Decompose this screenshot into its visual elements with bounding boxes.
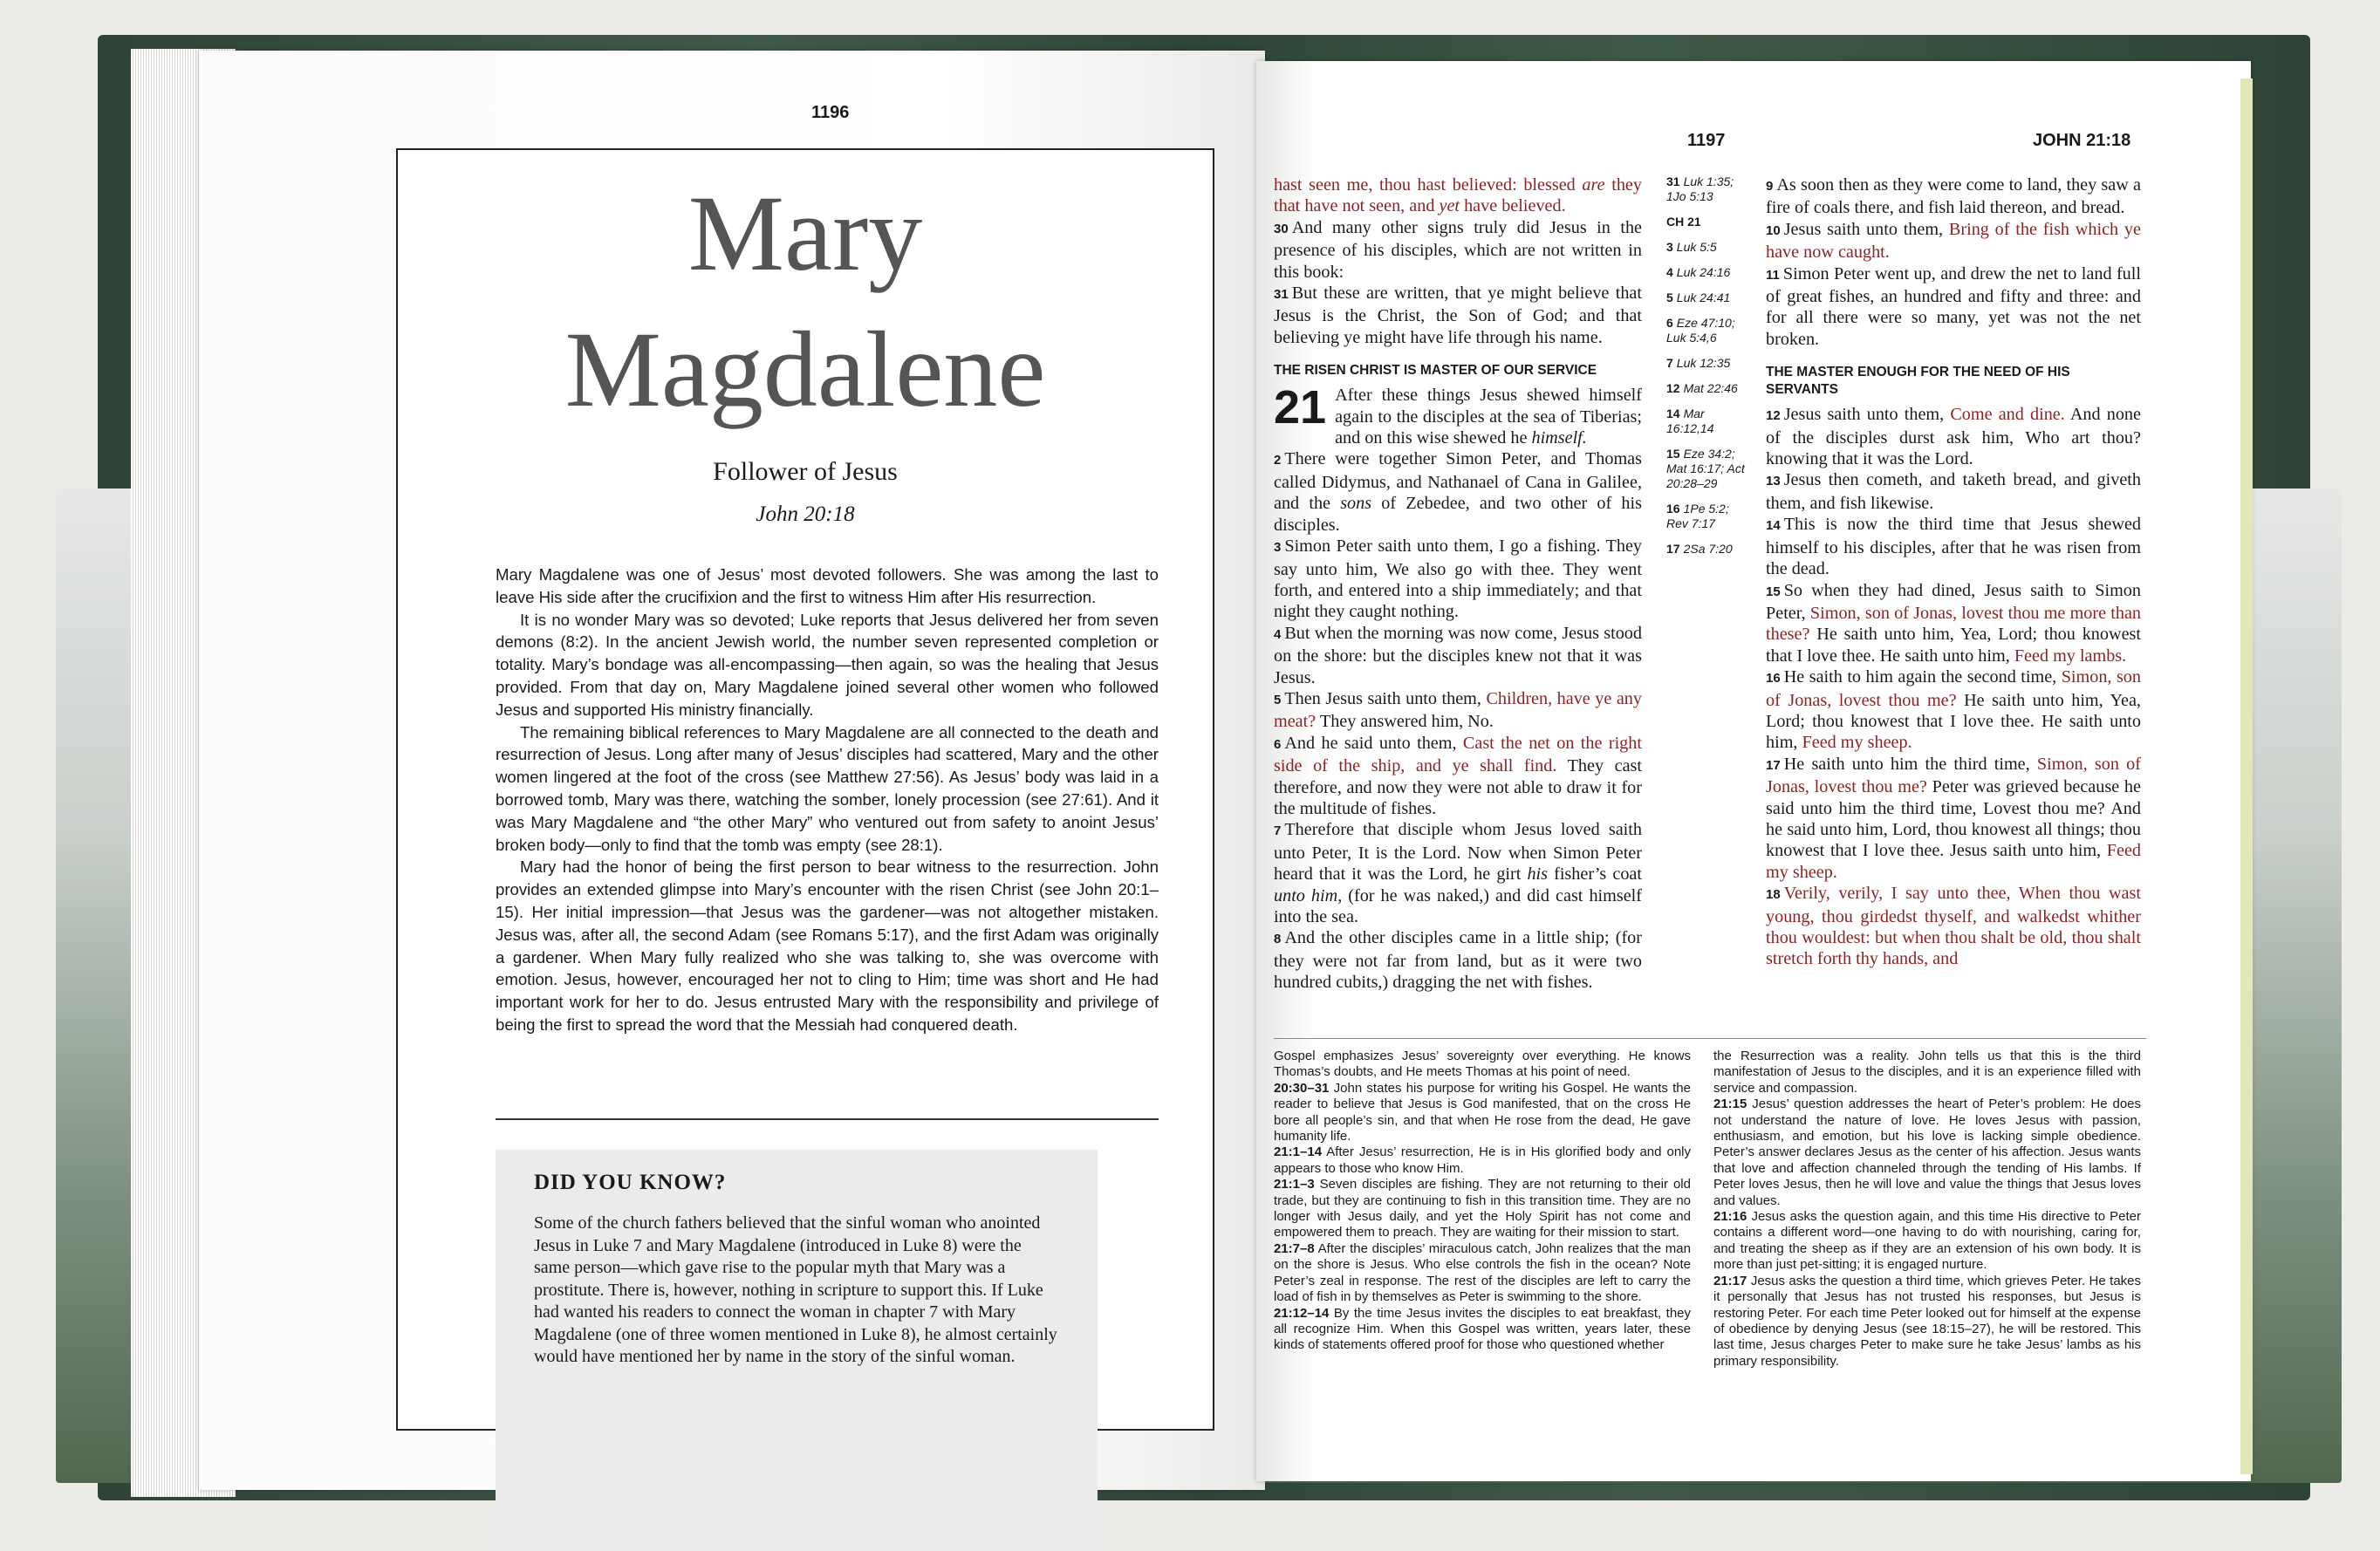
verse-number: 16 [1766, 671, 1781, 687]
verse-6 [1274, 733, 1642, 820]
verse-text: He saith unto him the third time, [1783, 754, 2037, 774]
verse-number: 31 [1274, 287, 1289, 303]
xref-ref: Luk 1:35; 1Jo 5:13 [1666, 174, 1734, 203]
xref-number: 5 [1666, 290, 1673, 304]
xref-ref: Eze 34:2; Mat 16:17; Act 20:28–29 [1666, 447, 1745, 490]
xref-ref: Luk 5:5 [1676, 240, 1717, 254]
red-letter-text: they that have not seen, and [1274, 175, 1642, 216]
xref-number: 6 [1666, 316, 1673, 330]
essay-paragraph: The remaining biblical references to Mary Magdalene are all connected to the death and resurrection of Jesus. Long after many of Jesus’ disciples had scattered, Mary and the other women lingered at the foot of the cross (see Matthew 27:56). As Jesus’ body was laid in a borrowed tomb, Mary was there, watching the somber, lonely procession (see 27:61). And it was Mary Magdalene and “the other Mary” who ventured out from safety to anoint Jesus’ broken body—only to find that the tomb was empty (see 28:1). [496, 722, 1159, 854]
verse-text: fisher’s coat [1548, 864, 1642, 885]
verse-text: He saith to him again the second time, [1783, 667, 2062, 687]
red-letter-text: Feed my lambs. [2014, 646, 2127, 666]
note-text: Jesus asks the question a third time, which grieves Peter. He takes it personally that Jesus has not trusted his responses, but Jesus is restoring Peter. For each time Peter looked out for himself at the expense of obedience by denying Jesus (see 18:15–27), he will be restored. This last time, Jesus charges Peter to make sure he take Jesus’ lambs as his primary responsibility. [1713, 1273, 2142, 1369]
xref-number: 14 [1666, 407, 1680, 420]
red-letter-text: Simon, son of Jonas, lovest thou me? [1766, 667, 2141, 710]
verse-4 [1274, 623, 1642, 688]
xref-ref: Luk 12:35 [1676, 356, 1731, 370]
note-ref: 21:12–14 [1274, 1305, 1330, 1321]
note-text: After the disciples’ miraculous catch, John realizes that the man on the shore is Jesus. Who else controls the fish in the ocean? Note Peter’s zeal in response. The rest of the disciples are left to carry the load of fish in by themselves as Peter is swimming to the shore. [1274, 1240, 1691, 1305]
xref-number: 12 [1666, 381, 1680, 395]
red-letter-text: Feed my sheep. [1766, 841, 2141, 882]
verse-number: 5 [1274, 692, 1282, 707]
page-ribbon [2240, 79, 2253, 1474]
verse-text: Jesus saith unto them, [1783, 405, 1951, 425]
verse-number: 6 [1274, 736, 1282, 752]
verse-text: Then Jesus saith unto them, [1284, 688, 1487, 708]
verse-12 [1766, 404, 2141, 469]
xref-number: 16 [1666, 502, 1680, 516]
verse-text: They cast therefore, and now they were not able to draw it for the multitude of fishes. [1274, 756, 1643, 818]
right-page-number: 1197 [1687, 131, 1726, 150]
verse-text: (for he was naked,) and did cast himself into the sea. [1274, 885, 1642, 926]
study-notes-left [1274, 1049, 1691, 1354]
feature-subtitle: Follower of Jesus [713, 457, 898, 486]
verse-17 [1766, 754, 2141, 883]
verse-number: 18 [1766, 887, 1781, 903]
red-letter-text: yet [1439, 196, 1460, 216]
verse-number: 8 [1274, 932, 1282, 947]
xref-item [1666, 407, 1754, 436]
verse-number: 30 [1274, 221, 1289, 236]
did-you-know-box [496, 1150, 1098, 1551]
verse-text: There were together Simon Peter, and Thomas called Didymus, and Nathanael of Cana in Galilee, and the [1274, 449, 1642, 514]
xref-ref: Mar 16:12,14 [1666, 407, 1714, 435]
verse-15 [1766, 580, 2141, 667]
verse-number: 13 [1766, 474, 1781, 489]
verse-text: himself. [1531, 428, 1587, 448]
red-letter-text: Simon, son of Jonas, lovest thou me? [1766, 754, 2141, 797]
feature-box [396, 148, 1214, 1431]
verse-7 [1274, 819, 1642, 927]
section-heading: THE RISEN CHRIST IS MASTER OF OUR SERVICE [1274, 363, 1597, 379]
xref-item [1666, 356, 1754, 371]
scripture-column-1 [1274, 174, 1642, 994]
xref-number: 17 [1666, 542, 1680, 556]
verse-29 [1274, 174, 1642, 217]
verse-text: But when the morning was now come, Jesus stood on the shore: but the disciples knew not that it was Jesus. [1274, 623, 1642, 687]
verse-8 [1274, 927, 1642, 993]
verse-9 [1766, 174, 2141, 219]
study-note [1274, 1081, 1691, 1145]
note-text: Jesus’ question addresses the heart of Peter’s problem: He does not understand the nature of love. He loves Jesus with passion, enthusiasm, and emotion, but his love is lacking simple obedience. Peter’s answer declares Jesus as the center of his affection. Jesus wants that love and affection channeled through the tending of His lambs. If Peter loves Jesus, then he will love and value the things that Jesus loves and values. [1713, 1097, 2142, 1208]
note-ref: 21:7–8 [1274, 1240, 1315, 1256]
xref-ref: Mat 22:46 [1683, 381, 1738, 395]
red-letter-text: have believed. [1460, 196, 1566, 216]
left-page-number: 1196 [811, 103, 850, 122]
xref-number: CH 21 [1666, 215, 1701, 229]
essay-paragraph: It is no wonder Mary was so devoted; Luke reports that Jesus delivered her from seven demons (8:2). In the ancient Jewish world, the number seven represented completion or totality. Mary’s bondage was all-encompassing—then again, so was the healing that Jesus provided. From that day on, Mary Magdalene joined several other women who followed Jesus and supported His ministry financially. [496, 610, 1159, 719]
feature-title-line1: Mary [687, 174, 923, 293]
xref-ref: 2Sa 7:20 [1683, 542, 1733, 556]
note-ref: 21:17 [1713, 1273, 1747, 1288]
verse-31 [1274, 283, 1642, 348]
verse-30 [1274, 217, 1642, 283]
study-note [1274, 1144, 1691, 1177]
verse-number: 2 [1274, 453, 1282, 468]
verse-5 [1274, 688, 1642, 733]
note-text: the Resurrection was a reality. John tells us that this is the third manifestation of Jesus to the disciples, and it is an experience filled with service and compassion. [1713, 1049, 2141, 1096]
note-text: By the time Jesus invites the disciples to eat breakfast, they all recognize Him. When this Gospel was written, years later, these kinds of statements offered proof for those who questioned whether [1274, 1305, 1692, 1353]
verse-3 [1274, 536, 1642, 623]
verse-number: 17 [1766, 757, 1781, 773]
study-note [1274, 1241, 1691, 1306]
verse-number: 7 [1274, 823, 1282, 839]
verse-text: This is now the third time that Jesus shewed himself to his disciples, after that he was risen from the dead. [1766, 515, 2141, 579]
essay-paragraph: Mary had the honor of being the first person to bear witness to the resurrection. John provides an extended glimpse into Mary’s encounter with the risen Christ (see John 20:1–15). Her initial impression—that Jesus was the gardener—was not altogether mistaken. Jesus was, after all, the second Adam (see Romans 5:17), and the first Adam was originally a gardener. When Mary fully realized who she was talking to, she was overcome with emotion. Jesus, however, encouraged her not to cling to Him; time was short and He had important work for her to do. Jesus entrusted Mary with the responsibility and privilege of being the first to spread the word that the Messiah had conquered death. [496, 857, 1159, 1034]
note-text: Seven disciples are fishing. They are not returning to their old trade, but they are continuing to fish in this transition time. They are no longer with Jesus daily, and yet the Holy Spirit has not come and empowered them to preach. They are waiting for their mission to start. [1274, 1177, 1691, 1240]
red-letter-text: are [1582, 175, 1605, 195]
red-letter-text: Cast the net on the right side of the ship, and ye shall find. [1274, 733, 1642, 776]
verse-number: 14 [1766, 518, 1781, 534]
verse-text: So when they had dined, Jesus saith to Simon Peter, [1766, 580, 2141, 623]
verse-number: 12 [1766, 408, 1781, 424]
chapter-number: 21 [1274, 381, 1327, 434]
verse-text: of Zebedee, and two other of his disciples. [1274, 494, 1642, 535]
xref-number: 3 [1666, 240, 1673, 254]
verse-text: Peter was grieved because he said unto him the third time, Lovest thou me? And he said unto him, Lord, thou knowest all things; thou knowest that I love thee. Jesus saith unto him, [1766, 777, 2141, 861]
verse-text: And he said unto them, [1284, 733, 1463, 753]
red-letter-text: Feed my sheep. [1802, 733, 1912, 753]
verse-text: unto him, [1274, 885, 1343, 905]
verse-number: 3 [1274, 540, 1282, 556]
note-text: John states his purpose for writing his Gospel. He wants the reader to believe that Jesus is God manifested, that on the cross He bore all people’s sin, and that when He rose from the dead, He gave humanity life. [1274, 1080, 1691, 1144]
xref-ref: Luk 24:16 [1676, 265, 1731, 279]
feature-essay [496, 564, 1159, 1036]
study-notes-right [1713, 1049, 2141, 1370]
xref-item [1666, 502, 1754, 531]
xref-ref: 1Pe 5:2; Rev 7:17 [1666, 502, 1729, 530]
did-you-know-heading: DID YOU KNOW? [534, 1171, 727, 1194]
verse-text: And none of the disciples durst ask him, Who art thou? knowing that it was the Lord. [1766, 405, 2141, 469]
did-you-know-text: Some of the church fathers believed that the sinful woman who anointed Jesus in Luke 7 and Mary Magdalene (introduced in Luke 8) were the same person—which gave rise to the popular myth that Mary was a prostitute. There is, however, nothing in scripture to support this. If Luke had wanted his readers to connect the woman in chapter 7 with Mary Magdalene (one of three women mentioned in Luke 8), he almost certainly would have mentioned her by name in the story of the sinful woman. [534, 1213, 1057, 1366]
verse-14 [1766, 514, 2141, 579]
xref-number: 7 [1666, 356, 1673, 370]
scripture-column-2 [1766, 174, 2141, 970]
xref-item [1666, 381, 1754, 396]
xref-item [1666, 447, 1754, 491]
verse-number: 15 [1766, 584, 1781, 599]
feature-title-line2: Magdalene [564, 310, 1046, 429]
verse-number: 9 [1766, 179, 1774, 194]
verse-number: 11 [1766, 267, 1780, 283]
note-text: Gospel emphasizes Jesus’ sovereignty over everything. He knows Thomas’s doubts, and He meets Thomas at his point of need. [1274, 1049, 1691, 1080]
red-letter-text: Simon, son of Jonas, lovest thou me more than these? [1766, 603, 2141, 645]
study-note [1274, 1306, 1691, 1354]
red-letter-text: Children, have ye any meat? [1274, 688, 1642, 732]
note-text: Jesus asks the question again, and this time His directive to Peter contains a different word—one having to do with nourishing, caring for, and treating the sheep as if they are an extension of his own body. It is more than just pet-sitting; it is engaged nurture. [1713, 1209, 2142, 1273]
verse-text: Therefore that disciple whom Jesus loved saith unto Peter, It is the Lord. Now when Simon Peter heard that it was the Lord, he girt [1274, 820, 1642, 885]
verse-text: sons [1340, 494, 1372, 514]
note-ref: 21:16 [1713, 1209, 1747, 1225]
xref-item [1666, 174, 1754, 204]
xref-item [1666, 265, 1754, 280]
verse-text: As soon then as they were come to land, they saw a fire of coals there, and fish laid thereon, and bread. [1766, 175, 2141, 218]
red-letter-text: Come and dine. [1950, 405, 2065, 425]
running-head: JOHN 21:18 [2033, 131, 2131, 150]
study-note [1713, 1097, 2141, 1209]
verse-number: 4 [1274, 626, 1282, 642]
xref-ref: Eze 47:10; Luk 5:4,6 [1666, 316, 1735, 345]
study-note [1274, 1049, 1691, 1081]
verse-text: Simon Peter went up, and drew the net to land full of great fishes, an hundred and fifty and three: and for all there were so many, yet was not the net broken. [1766, 263, 2141, 349]
xref-item [1666, 240, 1754, 255]
verse-text: And the other disciples came in a little ship; (for they were not far from land, but as it were two hundred cubits,) dragging the net with fishes. [1274, 928, 1642, 993]
verse-18 [1766, 883, 2141, 970]
xref-number: 4 [1666, 265, 1673, 279]
red-letter-text: Bring of the fish which ye have now caught. [1766, 219, 2141, 263]
cross-references [1666, 174, 1754, 567]
xref-number: 31 [1666, 174, 1680, 188]
study-note [1713, 1274, 2141, 1370]
section-heading: THE MASTER ENOUGH FOR THE NEED OF HIS SERVANTS [1766, 365, 2070, 398]
xref-item [1666, 316, 1754, 345]
note-ref: 21:15 [1713, 1097, 1747, 1112]
feature-reference: John 20:18 [756, 502, 855, 526]
note-ref: 21:1–14 [1274, 1144, 1323, 1160]
verse-text: They answered him, No. [1316, 712, 1494, 732]
xref-item [1666, 290, 1754, 305]
verse-text: Jesus saith unto them, [1783, 219, 1949, 239]
red-letter-text: Verily, verily, I say unto thee, When thou wast young, thou girdedst thyself, and walkedst whither thou wouldest: but when thou shalt be old, thou shalt stretch forth thy hands, and [1766, 884, 2141, 969]
verse-text: After these things Jesus shewed himself again to the disciples at the sea of Tiberias; and on this wise shewed he [1335, 386, 1642, 448]
verse-text: He saith unto him, Yea, Lord; thou knowest that I love thee. He saith unto him, [1766, 625, 2141, 666]
verse-16 [1766, 666, 2141, 754]
note-ref: 21:1–3 [1274, 1177, 1315, 1192]
note-text: After Jesus’ resurrection, He is in His glorified body and only appears to those who know Him. [1274, 1144, 1691, 1176]
verse-1 [1274, 381, 1642, 448]
xref-item [1666, 542, 1754, 557]
note-ref: 20:30–31 [1274, 1080, 1330, 1096]
verse-10 [1766, 219, 2141, 263]
xref-ref: Luk 24:41 [1676, 290, 1731, 304]
divider [496, 1118, 1159, 1120]
verse-13 [1766, 469, 2141, 514]
study-note [1713, 1049, 2141, 1097]
verse-text: He saith unto him, Yea, Lord; thou knowest that I love thee. He saith unto him, [1766, 690, 2141, 753]
verse-text: And many other signs truly did Jesus in the presence of his disciples, which are not written in this book: [1274, 217, 1642, 282]
xref-number: 15 [1666, 447, 1680, 461]
verse-number: 10 [1766, 222, 1781, 238]
study-note [1274, 1177, 1691, 1241]
verse-text: But these are written, that ye might believe that Jesus is the Christ, the Son of God; and that believing ye might have life through his name. [1274, 284, 1642, 347]
notes-divider [1274, 1038, 2146, 1039]
verse-text: his [1527, 864, 1549, 885]
verse-text: Simon Peter saith unto them, I go a fishing. They say unto him, We also go with thee. They went forth, and entered into a ship immediately; and that night they caught nothing. [1274, 536, 1642, 622]
verse-text: Jesus then cometh, and taketh bread, and giveth them, and fish likewise. [1766, 470, 2141, 513]
study-note [1713, 1209, 2141, 1274]
red-letter-text: hast seen me, thou hast believed: blessed [1274, 175, 1583, 195]
verse-11 [1766, 263, 2141, 351]
xref-item [1666, 215, 1754, 229]
verse-2 [1274, 448, 1642, 536]
essay-paragraph: Mary Magdalene was one of Jesus’ most devoted followers. She was among the last to leave His side after the crucifixion and the first to witness Him after His resurrection. [496, 565, 1159, 606]
